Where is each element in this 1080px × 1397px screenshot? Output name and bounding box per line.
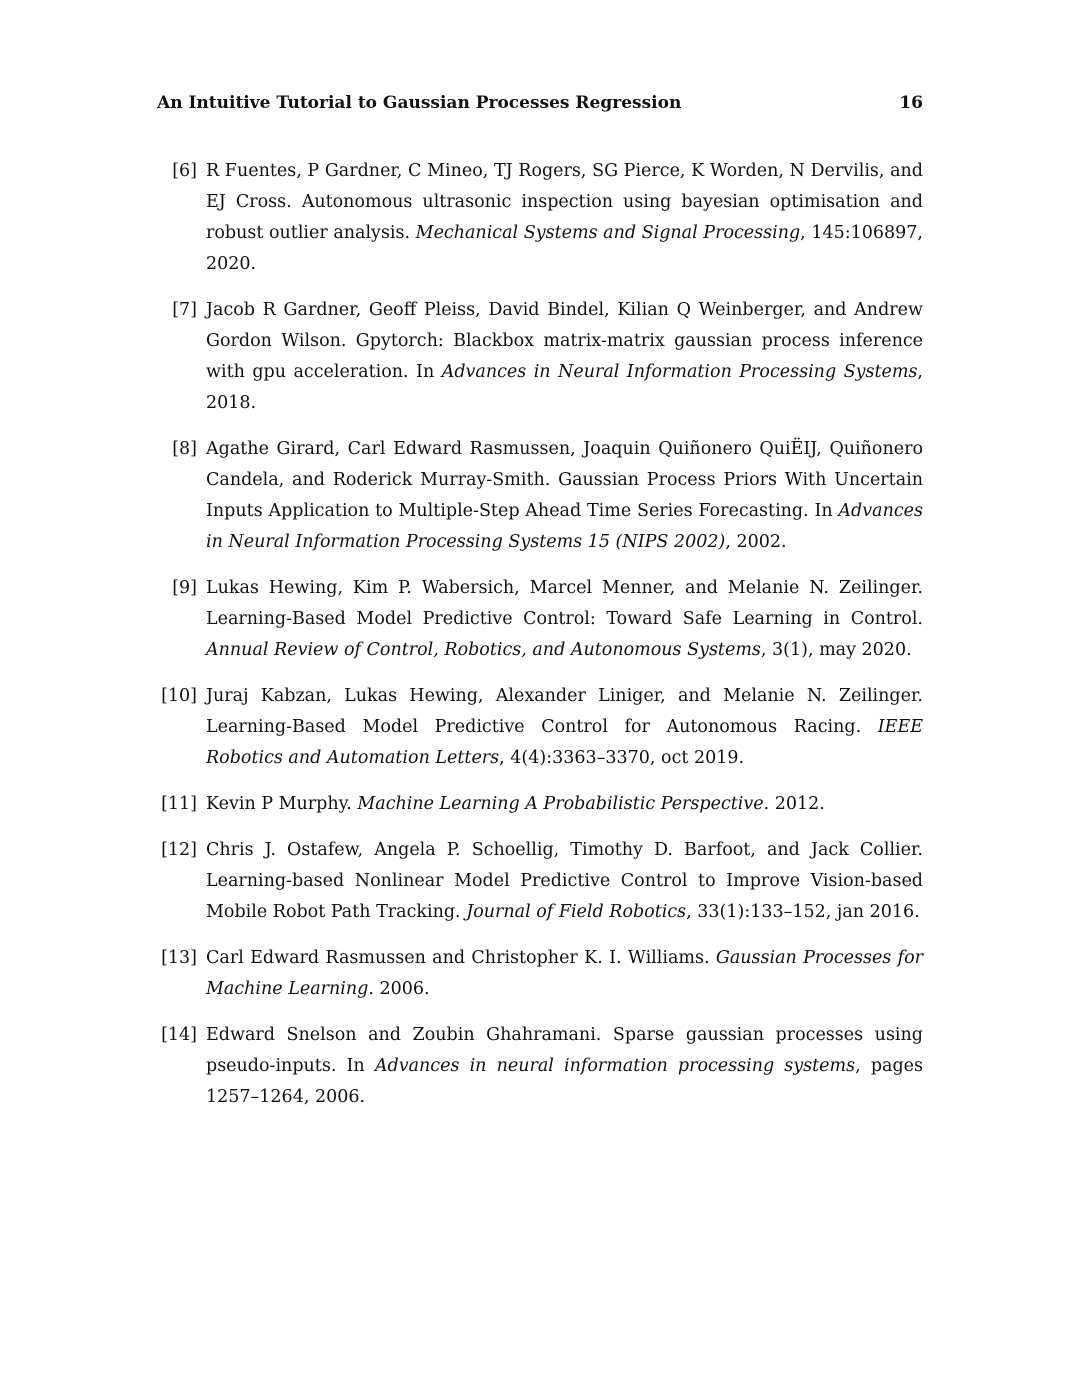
reference-text [206, 789, 923, 820]
reference-text-segment: Jacob R Gardner, Geoff Pleiss, David Bindel, Kilian Q Weinberger, and Andrew Gordon Wilson. Gpytorch: Blackbox matrix-matrix gaussian process inference with gpu acceleration. In [206, 300, 923, 382]
reference-venue-title: Advances in Neural Information Processing Systems 15 (NIPS 2002) [206, 501, 923, 552]
reference-item [157, 681, 923, 774]
reference-item [157, 295, 923, 419]
reference-text [206, 681, 923, 774]
reference-text-segment: , 2002. [725, 532, 787, 552]
reference-text [206, 434, 923, 558]
reference-list [157, 156, 923, 1128]
reference-text-segment: . 2006. [368, 979, 430, 999]
reference-text-segment: . 2012. [763, 794, 825, 814]
reference-item [157, 835, 923, 928]
reference-number-label: [12] [161, 840, 197, 860]
reference-venue-title: Journal of Field Robotics [466, 902, 687, 922]
reference-text-segment: Chris J. Ostafew, Angela P. Schoellig, Timothy D. Barfoot, and Jack Collier. Learning-based Nonlinear Model Predictive Control to Improve Vision-based Mobile Robot Path Tracking. [206, 840, 923, 922]
reference-text-segment: , 2018. [206, 362, 923, 413]
reference-item [157, 1020, 923, 1113]
reference-number-label: [13] [161, 948, 197, 968]
reference-text-segment: , 3(1), may 2020. [760, 640, 912, 660]
reference-text-segment: , 4(4):3363–3370, oct 2019. [499, 748, 745, 768]
reference-text [206, 295, 923, 419]
reference-item [157, 789, 923, 820]
reference-number-label: [10] [161, 686, 197, 706]
reference-number-label: [8] [172, 439, 197, 459]
reference-text [206, 943, 923, 1005]
reference-text-segment: , pages 1257–1264, 2006. [206, 1056, 924, 1107]
reference-item [157, 434, 923, 558]
reference-venue-title: Advances in neural information processing systems [374, 1056, 856, 1076]
reference-item [157, 156, 923, 280]
reference-number-label: [9] [172, 578, 197, 598]
reference-venue-title: IEEE Robotics and Automation Letters [206, 717, 923, 768]
reference-text-segment: Carl Edward Rasmussen and Christopher K. I. Williams. [206, 948, 716, 968]
reference-number-label: [14] [161, 1025, 197, 1045]
reference-text [206, 835, 923, 928]
running-header [157, 92, 923, 114]
reference-venue-title: Gaussian Processes for Machine Learning [206, 948, 923, 999]
reference-text-segment: Kevin P Murphy. [206, 794, 358, 814]
reference-number-label: [6] [172, 161, 197, 181]
reference-text-segment: Agathe Girard, Carl Edward Rasmussen, Joaquin Quiñonero QuiËIJ, Quiñonero Candela, and Roderick Murray-Smith. Gaussian Process Priors With Uncertain Inputs Application to Multiple-Step Ahead Time Series Forecasting. In [206, 439, 923, 521]
reference-text [206, 1020, 923, 1113]
reference-text [206, 573, 923, 666]
reference-item [157, 943, 923, 1005]
reference-text-segment: Edward Snelson and Zoubin Ghahramani. Sparse gaussian processes using pseudo-inputs. In [206, 1025, 923, 1076]
running-header-title: An Intuitive Tutorial to Gaussian Processes Regression [157, 93, 682, 113]
reference-text-segment: , 145:106897, 2020. [206, 223, 923, 274]
reference-text-segment: Juraj Kabzan, Lukas Hewing, Alexander Liniger, and Melanie N. Zeilinger. Learning-Based Model Predictive Control for Autonomous Racing. [206, 686, 923, 737]
reference-venue-title: Annual Review of Control, Robotics, and Autonomous Systems [206, 640, 761, 660]
reference-item [157, 573, 923, 666]
reference-text [206, 156, 923, 280]
reference-number-label: [7] [172, 300, 197, 320]
reference-venue-title: Mechanical Systems and Signal Processing [415, 223, 801, 243]
reference-text-segment: Lukas Hewing, Kim P. Wabersich, Marcel Menner, and Melanie N. Zeilinger. Learning-Based Model Predictive Control: Toward Safe Learning in Control. [206, 578, 923, 629]
reference-text-segment: R Fuentes, P Gardner, C Mineo, TJ Rogers, SG Pierce, K Worden, N Dervilis, and EJ Cross. Autonomous ultrasonic inspection using bayesian optimisation and robust outlier analysis. [206, 161, 923, 243]
reference-venue-title: Machine Learning A Probabilistic Perspective [357, 794, 764, 814]
reference-number-label: [11] [161, 794, 197, 814]
reference-venue-title: Advances in Neural Information Processing Systems [441, 362, 918, 382]
reference-text-segment: , 33(1):133–152, jan 2016. [686, 902, 920, 922]
page-number: 16 [899, 93, 923, 113]
